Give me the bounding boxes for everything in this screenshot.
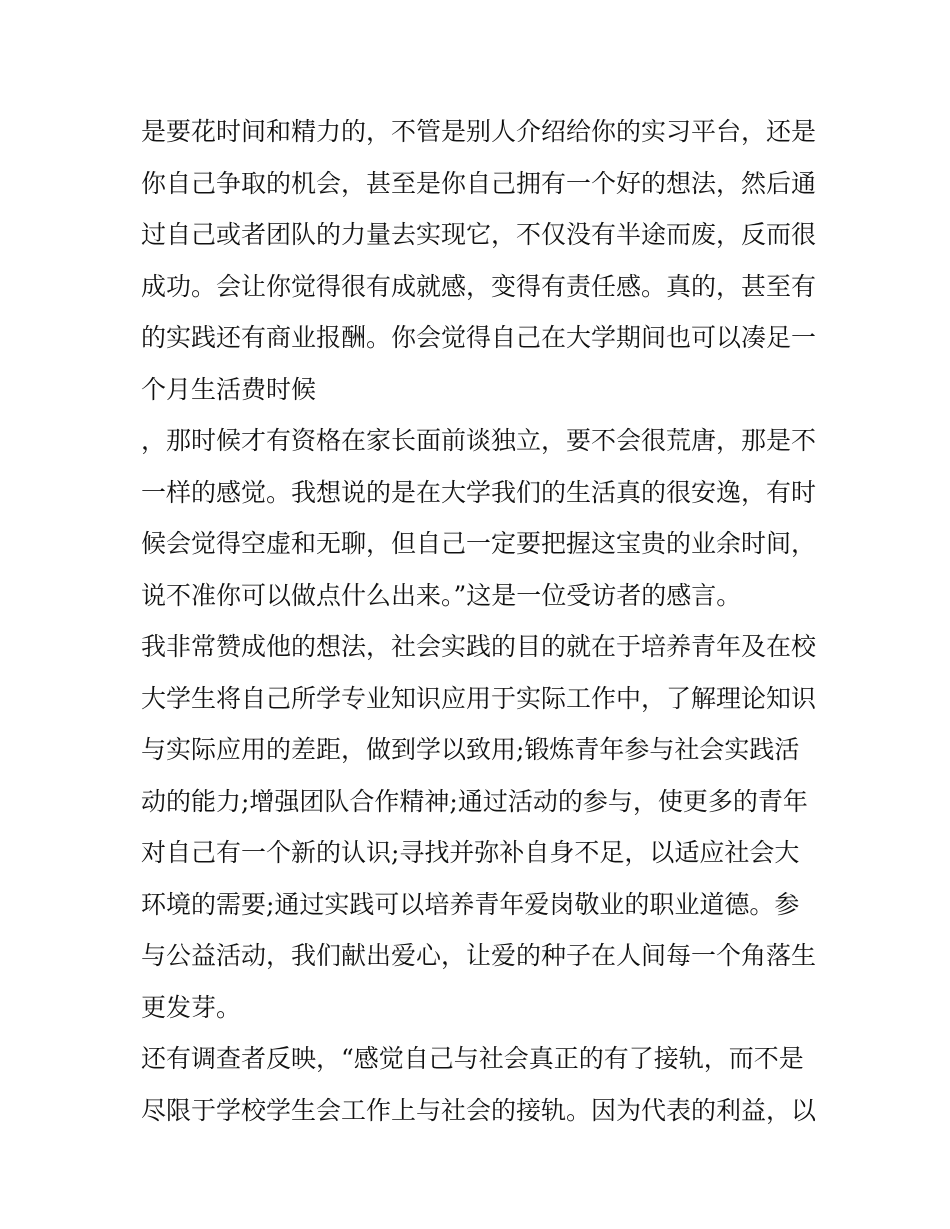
text-line: 是要花时间和精力的，不管是别人介绍给你的实习平台，还是 — [141, 117, 816, 146]
text-line: 与公益活动，我们献出爱心，让爱的种子在人间每一个角落生 — [141, 941, 816, 970]
text-line: 环境的需要;通过实践可以培养青年爱岗敬业的职业道德。参 — [141, 889, 800, 919]
document-body — [141, 106, 816, 1136]
text-line: 成功。会让你觉得很有成就感，变得有责任感。真的，甚至有 — [141, 271, 816, 301]
text-line: 我非常赞成他的想法，社会实践的目的就在于培养青年及在校 — [141, 632, 816, 661]
text-line: 候会觉得空虚和无聊，但自己一定要把握这宝贵的业余时间， — [141, 529, 816, 558]
text-line: 动的能力;增强团队合作精神;通过活动的参与，使更多的青年 — [141, 786, 808, 816]
text-line: 你自己争取的机会，甚至是你自己拥有一个好的想法，然后通 — [141, 168, 816, 198]
text-line: 说不准你可以做点什么出来。”这是一位受访者的感言。 — [141, 580, 742, 610]
text-line: 更发芽。 — [141, 992, 242, 1022]
text-line: 个月生活费时候 — [141, 374, 317, 404]
text-line: 大学生将自己所学专业知识应用于实际工作中，了解理论知识 — [141, 683, 816, 713]
text-line: 与实际应用的差距，做到学以致用;锻炼青年参与社会实践活 — [141, 735, 800, 764]
text-line: 过自己或者团队的力量去实现它，不仅没有半途而废，反而很 — [141, 220, 816, 249]
text-line: 尽限于学校学生会工作上与社会的接轨。因为代表的利益，以 — [141, 1095, 816, 1125]
text-line: 的实践还有商业报酬。你会觉得自己在大学期间也可以凑足一 — [141, 323, 816, 352]
text-line: 还有调查者反映，“感觉自己与社会真正的有了接轨，而不是 — [141, 1044, 804, 1073]
text-line: 一样的感觉。我想说的是在大学我们的生活真的很安逸，有时 — [141, 477, 816, 507]
text-line: 对自己有一个新的认识;寻找并弥补自身不足，以适应社会大 — [141, 838, 800, 867]
text-line: ，那时候才有资格在家长面前谈独立，要不会很荒唐，那是不 — [141, 426, 816, 455]
